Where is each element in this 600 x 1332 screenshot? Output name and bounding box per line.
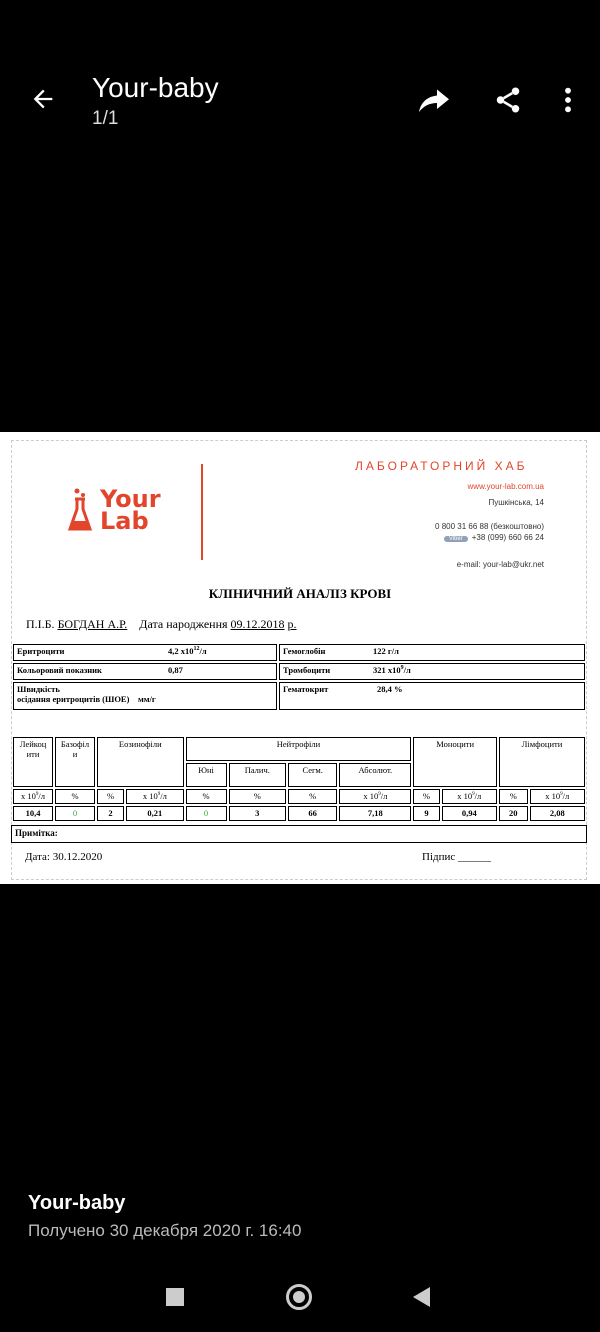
unit-cell: % — [288, 789, 337, 804]
lab-phone-viber — [444, 533, 544, 542]
note-box — [11, 825, 587, 843]
lab-logo-text — [100, 485, 161, 535]
value-eosinophils-abs: 0,21 — [126, 806, 183, 821]
esr-label-line2: осідання еритроцитів (ШОЕ) — [17, 694, 130, 704]
report-date: Дата: 30.12.2020 — [25, 851, 103, 863]
note-label: Примітка: — [15, 828, 58, 838]
lab-hub-heading: ЛАБОРАТОРНИЙ ХАБ — [355, 459, 528, 473]
header-eosinophils: Еозинофіли — [97, 737, 184, 787]
value-neutrophils-abs: 7,18 — [339, 806, 411, 821]
header-basophils: Базофіл и — [55, 737, 95, 787]
lab-email: e-mail: your-lab@ukr.net — [456, 560, 544, 569]
value-young: 0 — [186, 806, 227, 821]
lab-phone-free: 0 800 31 66 88 (безкоштовно) — [435, 522, 544, 531]
unit-cell: % — [186, 789, 227, 804]
patient-label: П.І.Б. — [26, 617, 55, 631]
unit-cell: х $10^9/л$ — [530, 789, 585, 804]
hematocrit-label: Гематокрит — [283, 684, 329, 694]
arrow-left-icon — [29, 85, 57, 113]
lab-report-image[interactable] — [0, 432, 600, 884]
general-results-table — [11, 642, 587, 712]
hemoglobin-value: 122 г/л — [373, 646, 399, 656]
value-segmented: 66 — [288, 806, 337, 821]
platelets-label: Тромбоцити — [283, 665, 331, 675]
unit-cell: % — [97, 789, 124, 804]
header-leukocytes: Лейкоц ити — [13, 737, 53, 787]
unit-cell: х $10^9/л$ — [126, 789, 183, 804]
viber-badge: Viber — [444, 536, 468, 542]
patient-name: БОГДАН А.Р. — [57, 617, 128, 631]
header-segmented: Сегм. — [288, 763, 337, 787]
leukocyte-formula-table — [11, 735, 587, 823]
header-lymphocytes: Лімфоцити — [499, 737, 585, 787]
more-options-button[interactable] — [556, 82, 580, 118]
back-button[interactable] — [26, 82, 60, 116]
divider-line — [201, 464, 203, 560]
forward-arrow-icon — [415, 85, 453, 115]
value-lymphocytes-abs: 2,08 — [530, 806, 585, 821]
recent-apps-button[interactable] — [166, 1288, 184, 1306]
home-button[interactable] — [286, 1284, 312, 1310]
hemoglobin-label: Гемоглобін — [283, 646, 326, 656]
viber-number: +38 (099) 660 66 24 — [471, 533, 544, 542]
hematocrit-value: 28,4 % — [377, 684, 403, 694]
header-absolute: Абсолют. — [339, 763, 411, 787]
header-band: Палич. — [229, 763, 286, 787]
unit-cell: % — [499, 789, 528, 804]
header-young: Юні — [186, 763, 227, 787]
share-button[interactable] — [490, 82, 526, 118]
platelets-cell — [279, 663, 585, 680]
value-monocytes-abs: 0,94 — [442, 806, 497, 821]
share-icon — [493, 85, 523, 115]
platelets-value: 321 $х10^9/л$ — [373, 665, 411, 675]
hematocrit-cell — [279, 682, 585, 710]
dob-value: 09.12.2018 — [230, 617, 285, 631]
image-counter: 1/1 — [92, 108, 119, 129]
value-monocytes-pct: 9 — [413, 806, 439, 821]
nav-back-button[interactable] — [413, 1287, 430, 1307]
sender-name: Your-baby — [28, 1192, 126, 1214]
logo-line-2: Lab — [100, 507, 149, 535]
unit-cell: х $10^9/л$ — [442, 789, 497, 804]
lab-website: www.your-lab.com.ua — [467, 482, 544, 491]
dob-label: Дата народження — [139, 617, 228, 631]
esr-unit: мм/г — [137, 694, 156, 704]
value-leukocytes: 10,4 — [13, 806, 53, 821]
value-eosinophils-pct: 2 — [97, 806, 124, 821]
patient-info — [26, 617, 297, 632]
report-title: КЛІНИЧНИЙ АНАЛІЗ КРОВІ — [208, 586, 392, 601]
chat-title: Your-baby — [92, 72, 219, 103]
color-index-label: Кольоровий показник — [17, 665, 102, 675]
unit-cell: % — [55, 789, 95, 804]
header-neutrophils: Нейтрофіли — [186, 737, 412, 761]
header-monocytes: Моноцити — [413, 737, 497, 787]
signature-line: Підпис ______ — [422, 851, 492, 863]
logo-line-1: Your — [100, 485, 161, 513]
forward-button[interactable] — [414, 82, 454, 118]
unit-cell: х $10^9/л$ — [13, 789, 53, 804]
value-band: 3 — [229, 806, 286, 821]
hemoglobin-cell — [279, 644, 585, 661]
app-bar — [0, 60, 600, 140]
color-index-value: 0,87 — [168, 665, 183, 675]
dob-suffix: р. — [287, 617, 297, 631]
unit-cell: % — [413, 789, 439, 804]
lab-address: Пушкінська, 14 — [488, 498, 544, 507]
flask-logo-icon — [66, 487, 96, 537]
erythrocytes-label: Еритроцити — [17, 646, 65, 656]
unit-cell: % — [229, 789, 286, 804]
erythrocytes-cell — [13, 644, 277, 661]
esr-cell — [13, 682, 277, 710]
esr-label-line1: Швидкість — [17, 684, 60, 694]
unit-cell: х $10^9/л$ — [339, 789, 411, 804]
more-vertical-icon — [564, 86, 572, 114]
value-basophils: 0 — [55, 806, 95, 821]
received-timestamp: Получено 30 декабря 2020 г. 16:40 — [28, 1221, 302, 1240]
erythrocytes-value: 4,2 $х10^{12}/л$ — [168, 646, 207, 656]
value-lymphocytes-pct: 20 — [499, 806, 528, 821]
color-index-cell — [13, 663, 277, 680]
